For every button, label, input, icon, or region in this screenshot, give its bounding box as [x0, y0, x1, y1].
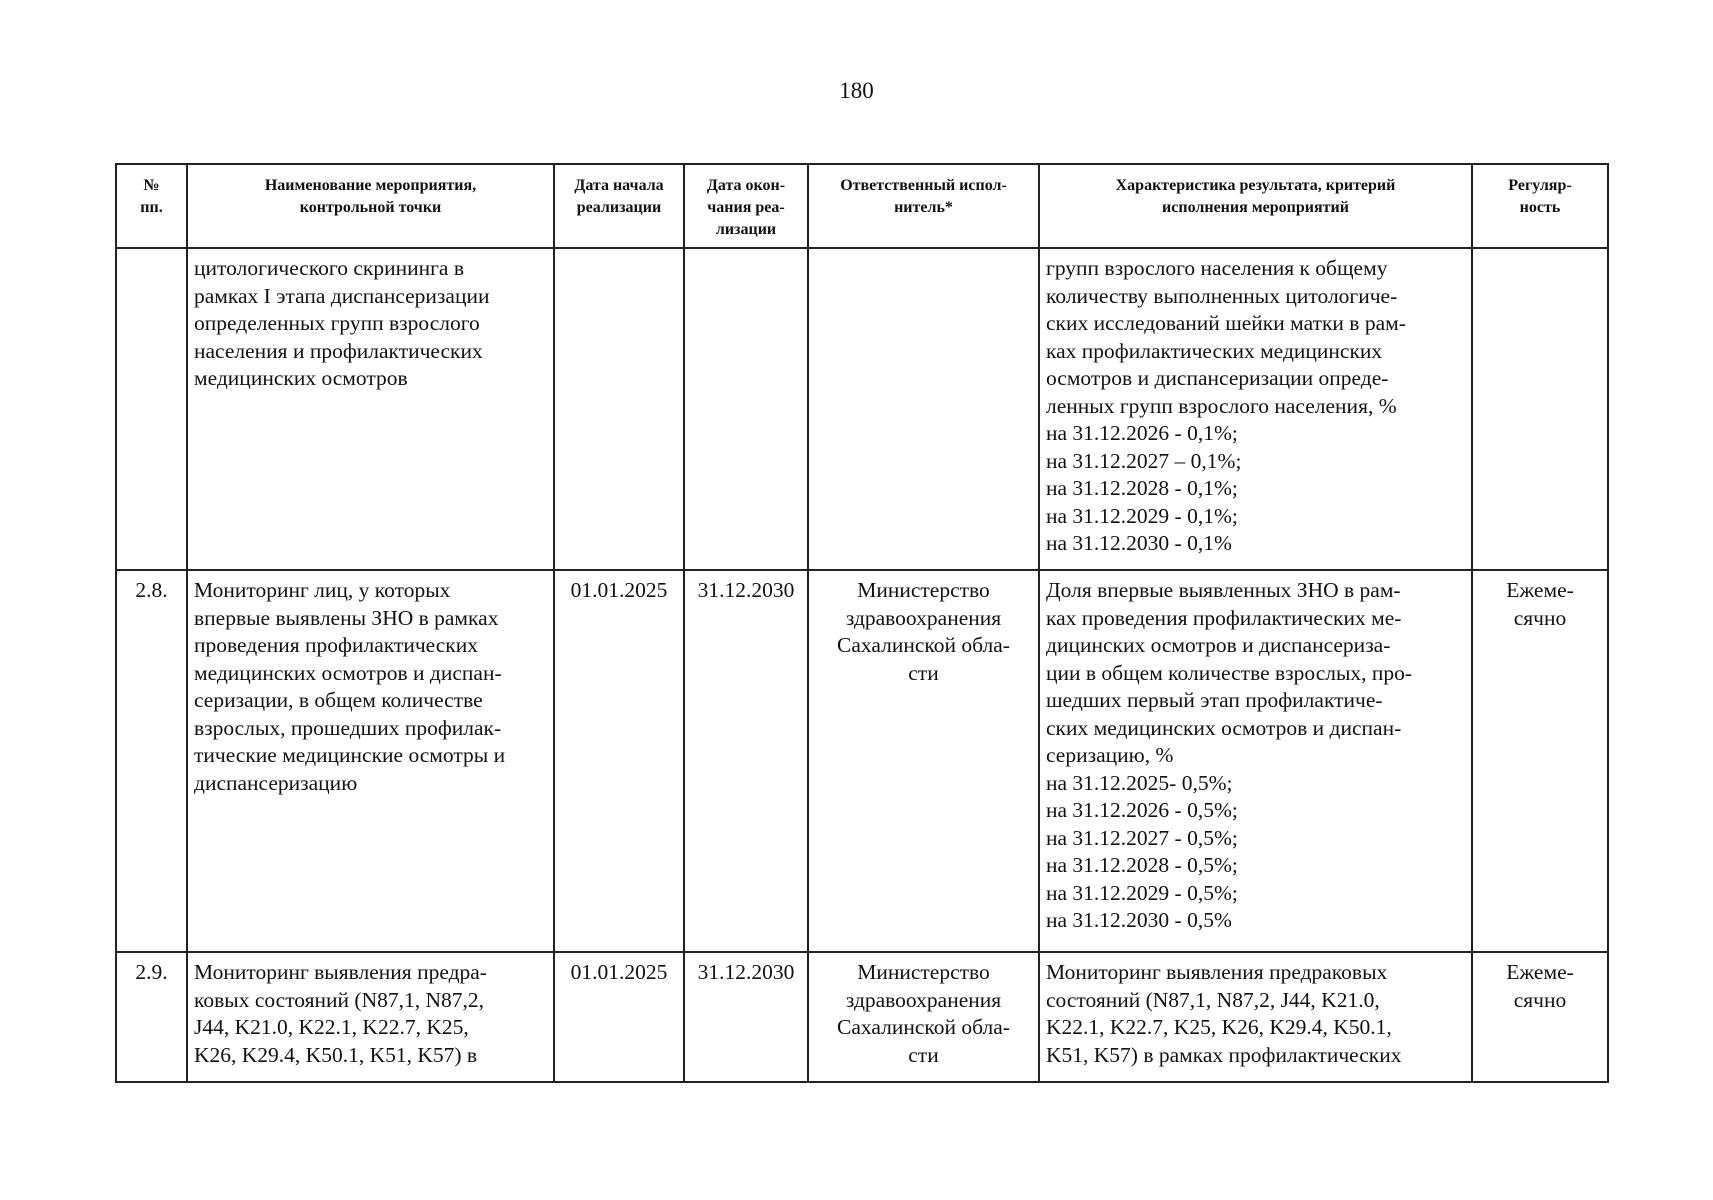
- row-start-date: [554, 248, 684, 570]
- row-regularity: [1472, 248, 1608, 570]
- row-result: Мониторинг выявления предраковых состояний (N87,1, N87,2, J44, K21.0, K22.1, K22.7, K25, K26, K29.4, K50.1, K51, K57) в рамках профилактических: [1039, 952, 1472, 1082]
- table-row: [116, 952, 1608, 1082]
- row-name: Мониторинг лиц, у которых впервые выявлены ЗНО в рамках проведения профилактических медицинских осмотров и диспан- серизации, в общем количестве взрослых, прошедших профилак- тические медицинские осмотры и диспансеризацию: [187, 570, 554, 952]
- header-number: № пп.: [116, 164, 187, 248]
- measures-table: [115, 163, 1609, 1083]
- header-result: Характеристика результата, критерий исполнения мероприятий: [1039, 164, 1472, 248]
- row-regularity: Ежеме- сячно: [1472, 570, 1608, 952]
- header-start-date: Дата начала реализации: [554, 164, 684, 248]
- page-number: 180: [839, 78, 874, 103]
- header-name: Наименование мероприятия, контрольной точки: [187, 164, 554, 248]
- row-start-date: 01.01.2025: [554, 570, 684, 952]
- row-number: 2.9.: [116, 952, 187, 1082]
- row-start-date: 01.01.2025: [554, 952, 684, 1082]
- row-result: групп взрослого населения к общему количеству выполненных цитологиче- ских исследований шейки матки в рам- ках профилактических медицинских осмотров и диспансеризации опреде- ленных групп взрослого населения, % на 31.12.2026 - 0,1%; на 31.12.2027 – 0,1%; на 31.12.2028 - 0,1%; на 31.12.2029 - 0,1%; на 31.12.2030 - 0,1%: [1039, 248, 1472, 570]
- table-row: [116, 248, 1608, 570]
- table-header-row: [116, 164, 1608, 248]
- row-executor: Министерство здравоохранения Сахалинской обла- сти: [808, 570, 1039, 952]
- row-number: [116, 248, 187, 570]
- row-regularity: Ежеме- сячно: [1472, 952, 1608, 1082]
- row-executor: Министерство здравоохранения Сахалинской обла- сти: [808, 952, 1039, 1082]
- header-executor: Ответственный испол- нитель*: [808, 164, 1039, 248]
- row-executor: [808, 248, 1039, 570]
- row-result: Доля впервые выявленных ЗНО в рам- ках проведения профилактических ме- дицинских осмотров и диспансериза- ции в общем количестве взрослых, про- шедших первый этап профилактиче- ских медицинских осмотров и диспан- серизацию, % на 31.12.2025- 0,5%; на 31.12.2026 - 0,5%; на 31.12.2027 - 0,5%; на 31.12.2028 - 0,5%; на 31.12.2029 - 0,5%; на 31.12.2030 - 0,5%: [1039, 570, 1472, 952]
- table-row: [116, 570, 1608, 952]
- row-name: Мониторинг выявления предра- ковых состояний (N87,1, N87,2, J44, K21.0, K22.1, K22.7, K25, K26, K29.4, K50.1, K51, K57) в: [187, 952, 554, 1082]
- row-end-date: [684, 248, 808, 570]
- header-regularity: Регуляр- ность: [1472, 164, 1608, 248]
- row-number: 2.8.: [116, 570, 187, 952]
- row-name: цитологического скрининга в рамках I этапа диспансеризации определенных групп взрослого населения и профилактических медицинских осмотров: [187, 248, 554, 570]
- row-end-date: 31.12.2030: [684, 952, 808, 1082]
- row-end-date: 31.12.2030: [684, 570, 808, 952]
- header-end-date: Дата окон- чания реа- лизации: [684, 164, 808, 248]
